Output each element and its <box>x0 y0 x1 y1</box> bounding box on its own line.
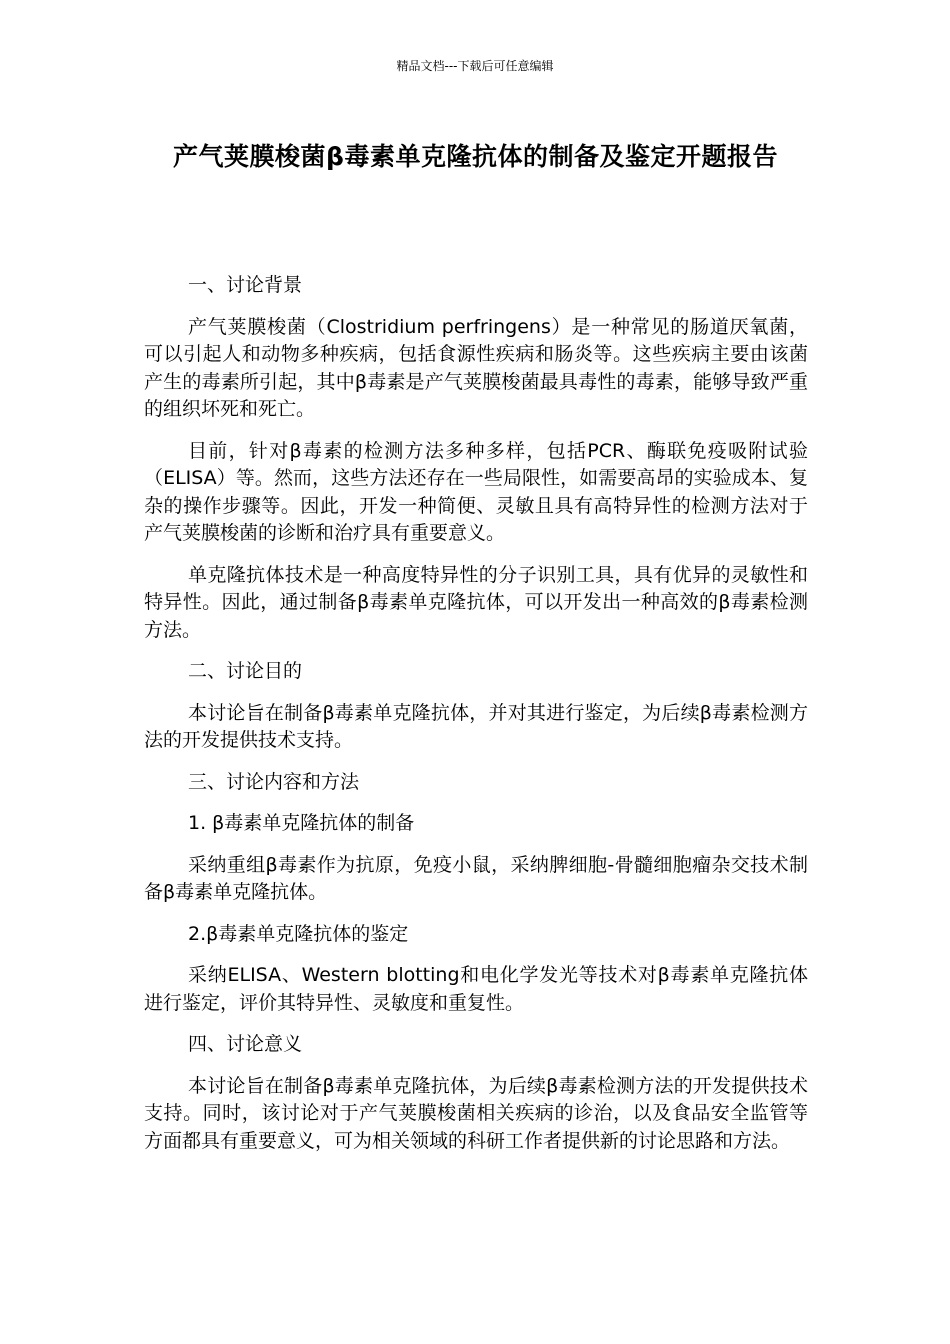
section-heading-methods: 三、讨论内容和方法 <box>188 770 360 793</box>
paragraph-identification: 采纳ELISA、Western blotting和电化学发光等技术对β毒素单克隆抗体进行鉴定，评价其特异性、灵敏度和重复性。 <box>144 964 808 1014</box>
paragraph-preparation: 采纳重组β毒素作为抗原，免疫小鼠，采纳脾细胞-骨髓细胞瘤杂交技术制备β毒素单克隆抗体。 <box>144 853 808 903</box>
document-title: 产气荚膜梭菌β毒素单克隆抗体的制备及鉴定开题报告 <box>173 142 778 171</box>
paragraph-significance: 本讨论旨在制备β毒素单克隆抗体，为后续β毒素检测方法的开发提供技术支持。同时，该讨论对于产气荚膜梭菌相关疾病的诊治，以及食品安全监管等方面都具有重要意义，可为相关领域的科研工作者提供新的讨论思路和方法。 <box>144 1074 808 1152</box>
paragraph-background-1: 产气荚膜梭菌（Clostridium perfringens）是一种常见的肠道厌氧菌，可以引起人和动物多种疾病，包括食源性疾病和肠炎等。这些疾病主要由该菌产生的毒素所引起，其中β毒素是产气荚膜梭菌最具毒性的毒素，能够导致严重的组织坏死和死亡。 <box>144 315 808 420</box>
paragraph-background-3: 单克隆抗体技术是一种高度特异性的分子识别工具，具有优异的灵敏性和特异性。因此，通过制备β毒素单克隆抗体，可以开发出一种高效的β毒素检测方法。 <box>144 563 808 641</box>
paragraph-purpose: 本讨论旨在制备β毒素单克隆抗体，并对其进行鉴定，为后续β毒素检测方法的开发提供技术支持。 <box>144 701 808 751</box>
page-header: 精品文档---下载后可任意编辑 <box>396 59 554 73</box>
section-heading-purpose: 二、讨论目的 <box>188 660 303 682</box>
paragraph-background-2: 目前，针对β毒素的检测方法多种多样，包括PCR、酶联免疫吸附试验（ELISA）等。然而，这些方法还存在一些局限性，如需要高昂的实验成本、复杂的操作步骤等。因此，开发一种简便、灵敏且具有高特异性的检测方法对于产气荚膜梭菌的诊断和治疗具有重要意义。 <box>144 439 808 544</box>
subheading-preparation: 1. β毒素单克隆抗体的制备 <box>188 812 415 834</box>
subheading-identification: 2.β毒素单克隆抗体的鉴定 <box>188 922 409 945</box>
section-heading-background: 一、讨论背景 <box>188 274 303 296</box>
document-body <box>144 272 808 1169</box>
section-heading-significance: 四、讨论意义 <box>188 1033 303 1055</box>
